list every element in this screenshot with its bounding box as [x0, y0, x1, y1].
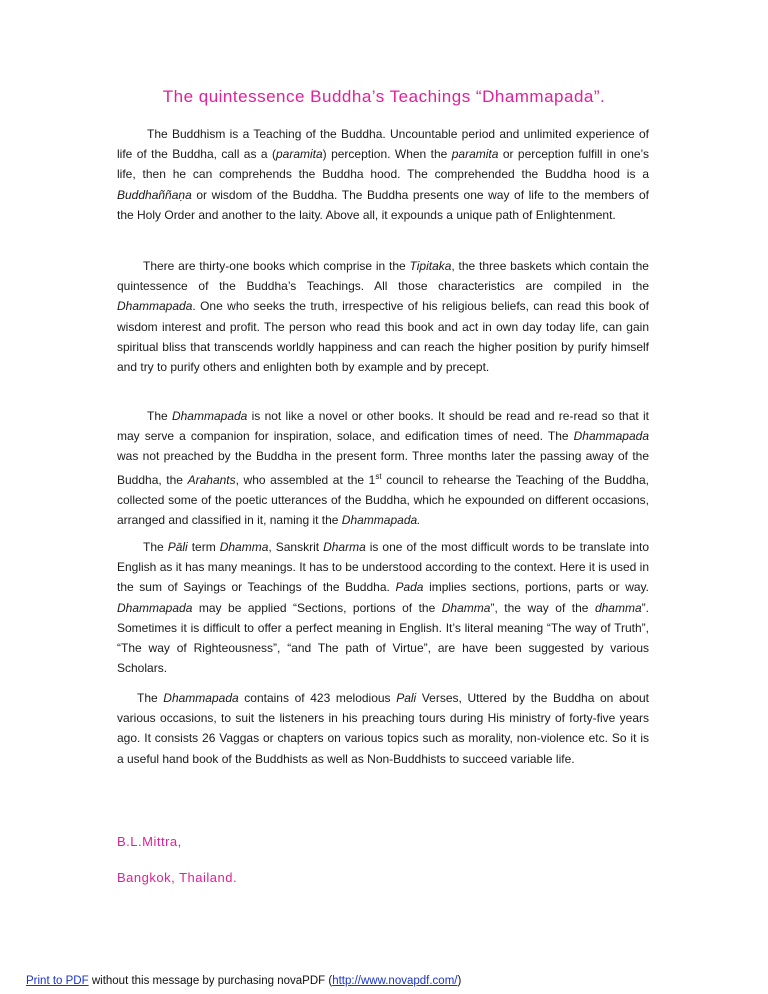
text: term	[187, 540, 220, 554]
text: There are thirty-one books which comprise in the	[143, 259, 410, 273]
italic-term: Dhamma	[219, 540, 269, 554]
text: or perception fulfill in one’s life, then he can comprehends the Buddha hood. The comprehended the Buddha hood is a	[117, 147, 649, 182]
text: The	[137, 691, 164, 705]
text: , the three baskets which contain the quintessence of the Buddha’s Teachings. All those characteristics are compiled in the	[117, 259, 649, 294]
italic-term: Dhammapada	[163, 691, 239, 705]
text: The Buddhism is a Teaching of the Buddha. Uncountable period and unlimited experience of life of the Buddha, call as a (	[117, 127, 649, 162]
text: was not preached by the Buddha in the present form. Three months later the passing away of the Buddha, the	[117, 449, 649, 487]
text: is one of the most difficult words to be translate into English as it has many meanings. It has to be understood according to the context. Here it is used in the sum of Sayings or Teachings of the Buddha.	[117, 540, 649, 595]
text: or wisdom of the Buddha. The Buddha presents one way of life to the members of the Holy Order and another to the laity. Above all, it expounds a unique path of Enlightenment.	[117, 187, 649, 222]
text: ”. Sometimes it is difficult to offer a perfect meaning in English. It’s literal meaning “The way of Truth”, “The way of Righteousness”, “and The path of Virtue”, are have been suggested by various Scholars.	[117, 600, 649, 676]
text: ) perception. When the	[322, 147, 452, 162]
italic-term: dhamma	[594, 600, 642, 615]
italic-term: paramita	[275, 147, 323, 162]
footer-text-end: )	[457, 975, 462, 987]
text: implies sections, portions, parts or way.	[423, 580, 649, 595]
italic-term: Dhammapada.	[341, 513, 421, 528]
superscript: st	[375, 471, 382, 481]
text: , who assembled at the 1	[235, 472, 376, 487]
text: council to rehearse the Teaching of the Buddha, collected some of the poetic utterances of the Buddha, which he expounded on different occasions, arranged and classified in it, naming it the	[117, 472, 649, 528]
italic-term: Dhammapada	[573, 429, 649, 444]
paragraph-verses	[117, 688, 649, 769]
novapdf-url-link[interactable]: http://www.novapdf.com/	[332, 975, 458, 987]
italic-term: Dharma	[323, 540, 366, 554]
footer-text: without this message by purchasing novaPDF (	[88, 975, 333, 987]
italic-term: Dhammapada	[117, 600, 193, 615]
text: . One who seeks the truth, irrespective of his religious beliefs, can read this book of wisdom interest and profit. The person who read this book and act in own day today life, can gain spiritual bliss that transcends worldly happiness and can reach the higher position by purify himself and try to purify others and enlighten both by example and by precept.	[117, 299, 649, 375]
paragraph-intro	[117, 124, 649, 225]
author-location: Bangkok, Thailand.	[117, 870, 238, 885]
text: , Sanskrit	[268, 540, 324, 554]
text: The	[147, 409, 172, 423]
italic-term: Buddhaññaṇa	[117, 187, 192, 202]
italic-term: Arahants	[187, 472, 236, 487]
italic-term: Dhammapada	[117, 299, 193, 314]
italic-term: Pāli	[167, 540, 188, 554]
italic-term: Pali	[396, 691, 417, 705]
italic-term: Tipitaka	[409, 259, 452, 273]
italic-term: paramita	[451, 147, 499, 162]
text: contains of 423 melodious	[238, 691, 397, 705]
text: The	[143, 540, 168, 554]
text: Verses, Uttered by the Buddha on about various occasions, to suit the listeners in his preaching tours during His ministry of forty-five years ago. It consists 26 Vaggas or chapters on various topics such as morality, non-violence etc. So it is a useful hand book of the Buddhists as well as Non-Buddhists to succeed variable life.	[117, 691, 649, 766]
text: may be applied “Sections, portions of the	[192, 600, 442, 615]
text: ”, the way of the	[490, 600, 595, 615]
italic-term: Pada	[395, 580, 424, 595]
paragraph-tipitaka	[117, 256, 649, 377]
page-title: The quintessence Buddha’s Teachings “Dhammapada”.	[162, 87, 606, 106]
italic-term: Dhammapada	[171, 409, 248, 423]
author-name: B.L.Mittra,	[117, 834, 182, 849]
paragraph-dhammapada	[117, 406, 649, 530]
italic-term: Dhamma	[441, 600, 491, 615]
pdf-footer	[26, 975, 461, 987]
text: is not like a novel or other books. It should be read and re-read so that it may serve a companion for inspiration, solace, and edification times of need. The	[117, 409, 650, 444]
print-to-pdf-link[interactable]: Print to PDF	[26, 975, 89, 987]
paragraph-meaning	[117, 537, 649, 678]
